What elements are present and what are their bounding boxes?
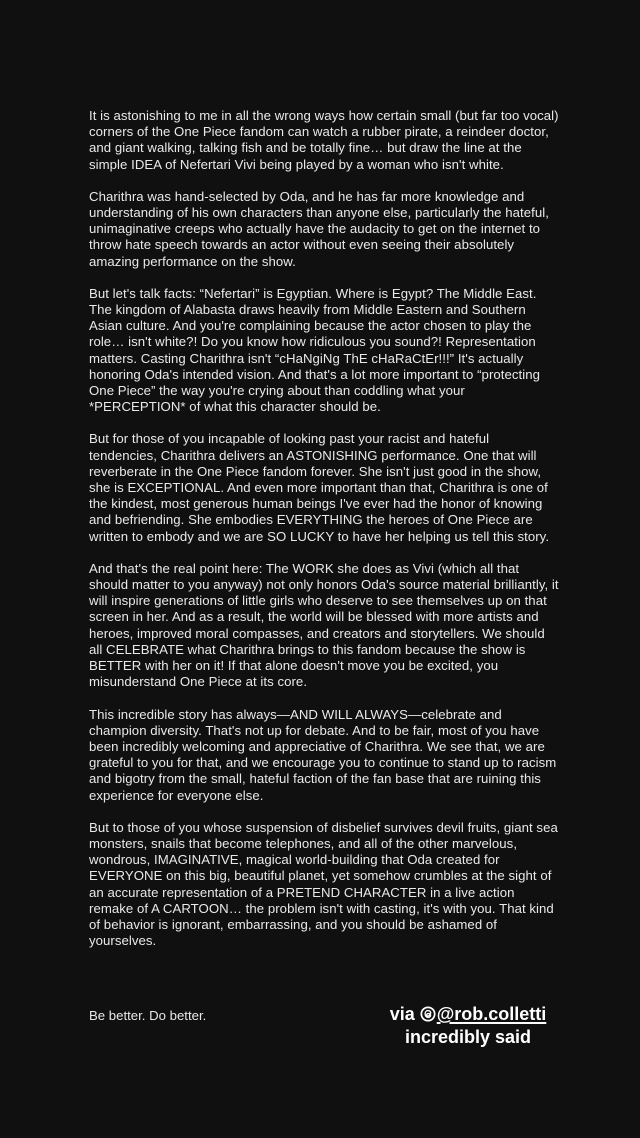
statement-paragraph-1: It is astonishing to me in all the wrong ways how certain small (but far too vocal) corners of the One Piece fandom can watch a rubber pirate, a reindeer doctor, and giant walking, talking fish and be totally fine… but draw the line at the simple IDEA of Nefertari Vivi being played by a woman who isn't white.: [89, 108, 559, 172]
caption-via-line: [382, 1003, 554, 1026]
statement-paragraph-2: Charithra was hand-selected by Oda, and he has far more knowledge and understanding of his own characters than anyone else, particularly the hateful, unimaginative creeps who actually have the audacity to get on the internet to throw hate speech towards an actor without even seeing their absolutely amazing performance on the show.: [89, 188, 549, 269]
caption-via-text: via: [389, 1004, 415, 1024]
threads-icon: [420, 1006, 436, 1022]
story-caption: [382, 1003, 554, 1049]
caption-comment: incredibly said: [404, 1027, 532, 1047]
statement-paragraph-5: And that's the real point here: The WORK she does as Vivi (which all that should matter to you anyway) not only honors Oda's source material brilliantly, it will inspire generations of little girls who deserve to see themselves up on that screen in her. And as a result, the world will be blessed with more artists and heroes, improved moral compasses, and creators and storytellers. We should all CELEBRATE what Charithra brings to this fandom because the show is BETTER with her on it! If that alone doesn't move you be excited, you misunderstand One Piece at its core.: [89, 560, 559, 690]
statement-paragraph-4: But for those of you incapable of looking past your racist and hateful tendencies, Charithra delivers an ASTONISHING performance. One that will reverberate in the One Piece fandom forever. She isn't just good in the show, she is EXCEPTIONAL. And even more important than that, Charithra is one of the kindest, most generous human beings I've ever had the honor of knowing and befriending. She embodies EVERYTHING the heroes of One Piece are written to embody and we are SO LUCKY to have her helping us tell this story.: [89, 431, 550, 544]
statement-paragraph-3: But let's talk facts: “Nefertari” is Egyptian. Where is Egypt? The Middle East. The kingdom of Alabasta draws heavily from Middle Eastern and Southern Asian culture. And you're complaining because the actor chosen to play the role… isn't white?! Do you know how ridiculous you sound?! Representation matters. Casting Charithra isn't “cHaNgiNg ThE cHaRaCtEr!!!” It's actually honoring Oda's intended vision. And that's a lot more important to “protecting One Piece” the way you're crying about than coddling what your *PERCEPTION* of what this character should be.: [89, 285, 540, 415]
statement-signoff: Be better. Do better.: [89, 1008, 207, 1023]
statement-paragraph-6: This incredible story has always—AND WILL ALWAYS—celebrate and champion diversity. That's not up for debate. And to be fair, most of you have been incredibly welcoming and appreciative of Charithra. We see that, we are grateful to you for that, and we encourage you to continue to stand up to racism and bigotry from the small, hateful faction of the fan base that are ruining this experience for everyone else.: [89, 706, 557, 803]
mention-sticker[interactable]: [420, 1004, 547, 1024]
statement-paragraph-7: But to those of you whose suspension of disbelief survives devil fruits, giant sea monsters, snails that become telephones, and all of the other marvelous, wondrous, IMAGINATIVE, magical world-building that Oda created for EVERYONE on this big, beautiful planet, yet somehow crumbles at the sight of an accurate representation of a PRETEND CHARACTER in a live action remake of A CARTOON… the problem isn't with casting, it's with you. That kind of behavior is ignorant, embarrassing, and you should be ashamed of yourselves.: [89, 819, 558, 949]
statement-text: [89, 108, 559, 965]
mention-handle: @rob.colletti: [436, 1004, 547, 1024]
